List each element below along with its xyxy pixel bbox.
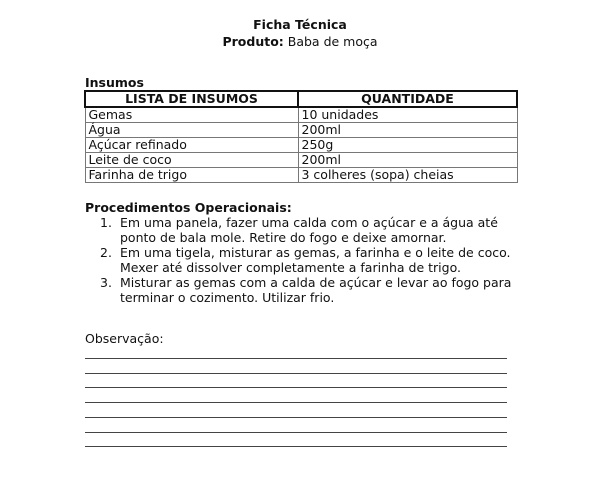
- insumos-heading: Insumos: [85, 75, 144, 90]
- step-text: [120, 215, 540, 245]
- step-text: [120, 245, 540, 275]
- column-header-quantity: QUANTIDADE: [298, 91, 517, 107]
- ingredient-quantity: 10 unidades: [298, 107, 517, 123]
- product-line: [0, 33, 600, 50]
- step-number: 1.: [100, 215, 112, 230]
- ingredient-name: Açúcar refinado: [85, 138, 298, 153]
- observation-blank-line[interactable]: [85, 402, 507, 403]
- ingredient-quantity: 200ml: [298, 123, 517, 138]
- title-block: [0, 16, 600, 50]
- table-row: [85, 123, 517, 138]
- step-number: 3.: [100, 275, 112, 290]
- ingredient-name: Gemas: [85, 107, 298, 123]
- column-header-ingredients: LISTA DE INSUMOS: [85, 91, 298, 107]
- step-line: Mexer até dissolver completamente a farinha de trigo.: [120, 260, 461, 275]
- step-number: 2.: [100, 245, 112, 260]
- observation-blank-line[interactable]: [85, 446, 507, 447]
- table-header-row: [85, 91, 517, 107]
- step-line: terminar o cozimento. Utilizar frio.: [120, 290, 335, 305]
- observation-label: Observação:: [85, 331, 164, 346]
- table-row: [85, 168, 517, 183]
- observation-blank-line[interactable]: [85, 432, 507, 433]
- step-line: Misturar as gemas com a calda de açúcar e levar ao fogo para: [120, 275, 512, 290]
- step-line: Em uma panela, fazer uma calda com o açúcar e a água até: [120, 215, 498, 230]
- step-line: ponto de bala mole. Retire do fogo e deixe amornar.: [120, 230, 447, 245]
- product-label: Produto:: [222, 34, 284, 49]
- procedures-heading: Procedimentos Operacionais:: [85, 200, 292, 215]
- procedures-list: [100, 215, 540, 305]
- ingredient-name: Leite de coco: [85, 153, 298, 168]
- ingredients-table: [84, 90, 518, 183]
- procedure-step: [100, 245, 540, 275]
- ingredient-quantity: 3 colheres (sopa) cheias: [298, 168, 517, 183]
- procedure-step: [100, 275, 540, 305]
- ingredient-name: Água: [85, 123, 298, 138]
- procedure-step: [100, 215, 540, 245]
- table-row: [85, 153, 517, 168]
- document-title: Ficha Técnica: [253, 17, 347, 32]
- ingredient-quantity: 200ml: [298, 153, 517, 168]
- observation-blank-line[interactable]: [85, 358, 507, 359]
- step-text: [120, 275, 540, 305]
- observation-blank-line[interactable]: [85, 387, 507, 388]
- observation-blank-line[interactable]: [85, 373, 507, 374]
- observation-blank-line[interactable]: [85, 417, 507, 418]
- step-line: Em uma tigela, misturar as gemas, a farinha e o leite de coco.: [120, 245, 511, 260]
- product-value: Baba de moça: [287, 34, 378, 49]
- ingredient-name: Farinha de trigo: [85, 168, 298, 183]
- ingredient-quantity: 250g: [298, 138, 517, 153]
- table-row: [85, 107, 517, 123]
- table-row: [85, 138, 517, 153]
